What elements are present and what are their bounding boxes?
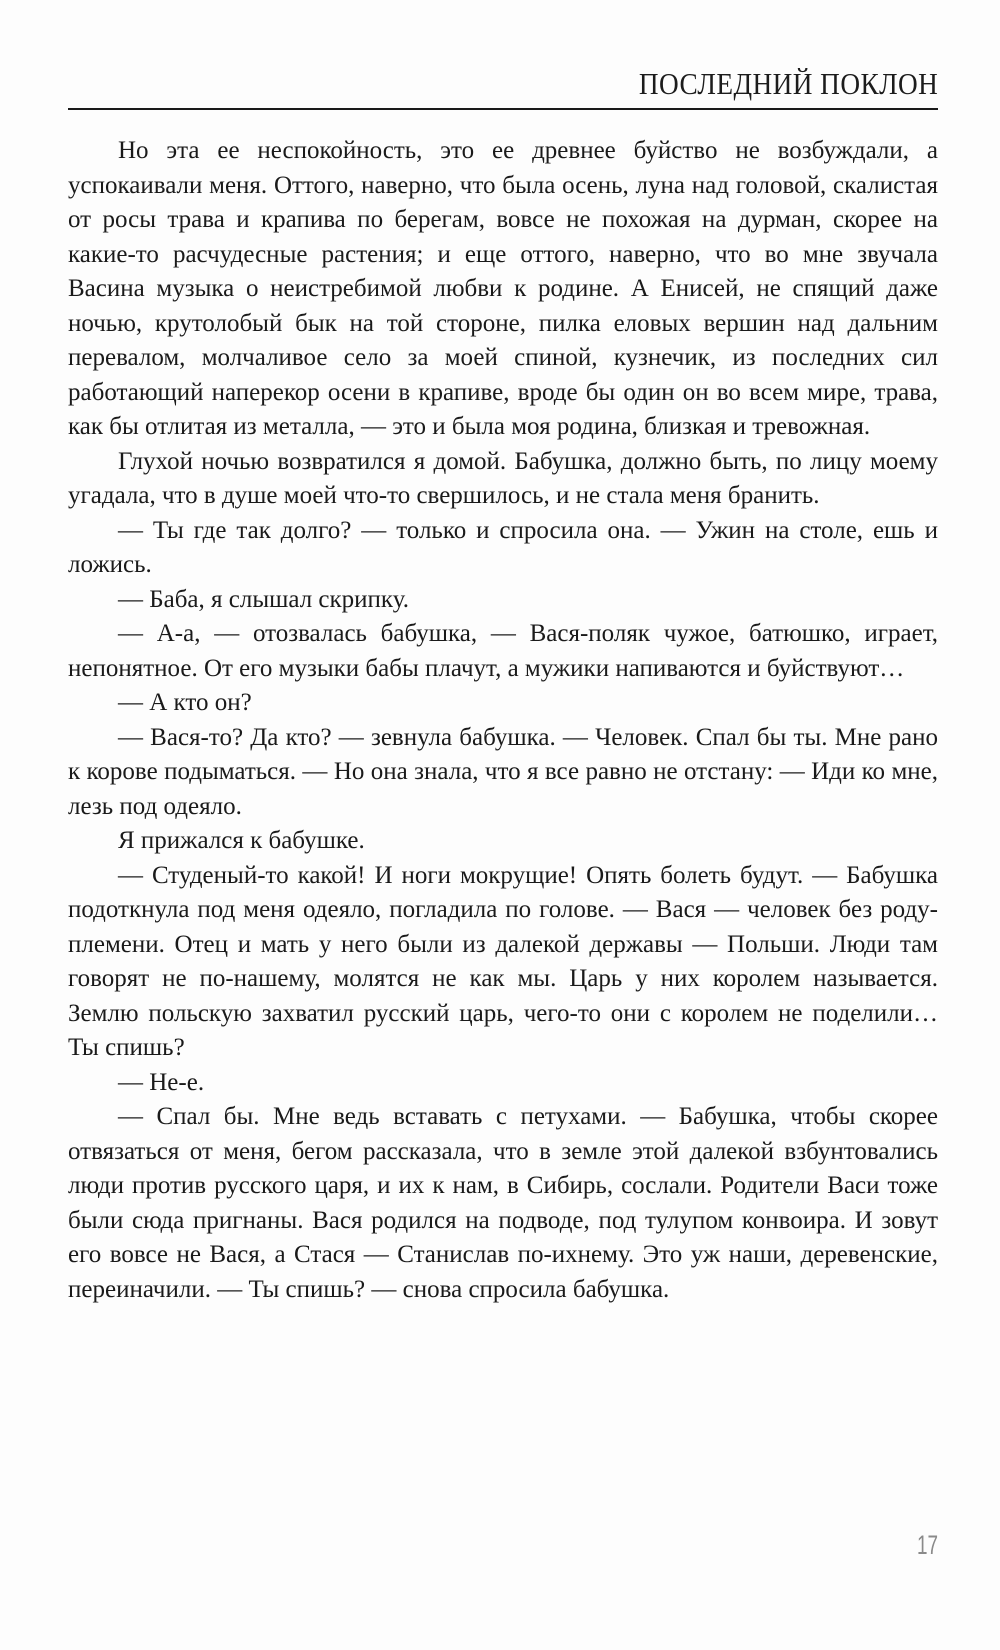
dialogue-line: — А кто он? bbox=[118, 689, 252, 716]
dialogue-line: — Ты где так долго? — только и спросила она. — Ужин на столе, ешь и ложись. bbox=[68, 516, 938, 578]
dialogue-line: — Студеный-то какой! И ноги мокрущие! Опять болеть будут. — Бабушка подоткнула под меня одеяло, погладила по голове. — Вася — человек без роду-племени. Отец и мать у него были из далекой державы — Польши. Люди там говорят не по-нашему, молятся не как мы. Царь у них королем называется. Землю польскую захватил русский царь, чего-то они с королем не поделили… Ты спишь? bbox=[68, 861, 938, 1061]
dialogue-line: — Спал бы. Мне ведь вставать с петухами. — Бабушка, чтобы скорее отвязаться от меня, бегом рассказала, что в земле этой далекой взбунтовались люди против русского царя, и их к нам, в Сибирь, сослали. Родители Васи тоже были сюда пригнаны. Вася родился на подводе, под тулупом конвоира. И зовут его вовсе не Вася, а Стася — Станислав по-ихнему. Это уж наши, деревенские, переиначили. — Ты спишь? — снова спросила бабушка. bbox=[68, 1103, 938, 1303]
paragraph: Но эта ее неспокойность, это ее древнее буйство не возбуждали, а успокаивали меня. Оттого, наверно, что была осень, луна над головой, скалистая от росы трава и крапива по берегам, вовсе не похожая на дурман, скорее на какие-то расчудесные растения; и еще оттого, наверно, что во мне звучала Васина музыка о неистребимой любви к родине. А Енисей, не спящий даже ночью, крутолобый бык на той стороне, пилка еловых вершин над дальним перевалом, молчаливое село за моей спиной, кузнечик, из последних сил работающий наперекор осени в крапиве, вроде бы один он во всем мире, трава, как бы отлитая из металла, — это и была моя родина, близкая и тревожная. bbox=[68, 137, 938, 440]
dialogue-line: — Вася-то? Да кто? — зевнула бабушка. — Человек. Спал бы ты. Мне рано к корове подыматься. — Но она знала, что я все равно не отстану: — Иди ко мне, лезь под одеяло. bbox=[68, 723, 938, 820]
page-number: 17 bbox=[916, 1530, 938, 1560]
paragraph: Я прижался к бабушке. bbox=[118, 827, 365, 854]
page-body bbox=[68, 134, 938, 1307]
book-title: ПОСЛЕДНИЙ ПОКЛОН bbox=[638, 66, 938, 101]
dialogue-line: — Баба, я слышал скрипку. bbox=[118, 585, 409, 613]
paragraph: Глухой ночью возвратился я домой. Бабушка, должно быть, по лицу моему угадала, что в душе моей что-то свершилось, и не стала меня бранить. bbox=[68, 447, 938, 509]
dialogue-line: — А-а, — отозвалась бабушка, — Вася-поляк чужое, батюшко, играет, непонятное. От его музыки бабы плачут, а мужики напиваются и буйствуют… bbox=[68, 620, 938, 682]
running-header bbox=[68, 56, 938, 110]
dialogue-line: — Не-е. bbox=[118, 1068, 205, 1096]
